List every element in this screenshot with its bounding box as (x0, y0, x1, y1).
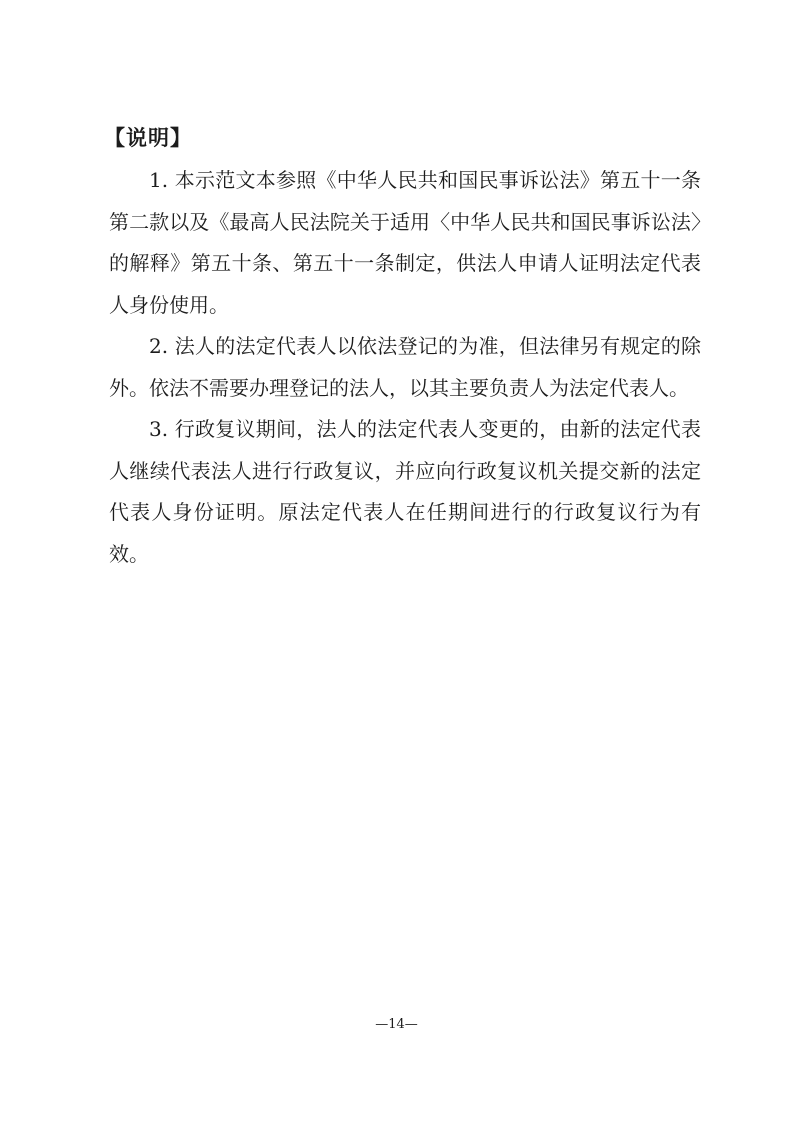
paragraph-3: 3. 行政复议期间，法人的法定代表人变更的，由新的法定代表人继续代表法人进行行政复议，并应向行政复议机关提交新的法定代表人身份证明。原法定代表人在任期间进行的行政复议行为有效。 (109, 417, 701, 566)
paragraph-2: 2. 法人的法定代表人以依法登记的为准，但法律另有规定的除外。依法不需要办理登记的法人，以其主要负责人为法定代表人。 (109, 334, 701, 400)
page-number: —14— (375, 1017, 418, 1032)
paragraph-1: 1. 本示范文本参照《中华人民共和国民事诉讼法》第五十一条第二款以及《最高人民法院关于适用〈中华人民共和国民事诉讼法〉的解释》第五十条、第五十一条制定，供法人申请人证明法定代表人身份使用。 (109, 168, 701, 317)
section-heading: 【说明】 (104, 126, 192, 150)
explanation-body (109, 160, 701, 575)
